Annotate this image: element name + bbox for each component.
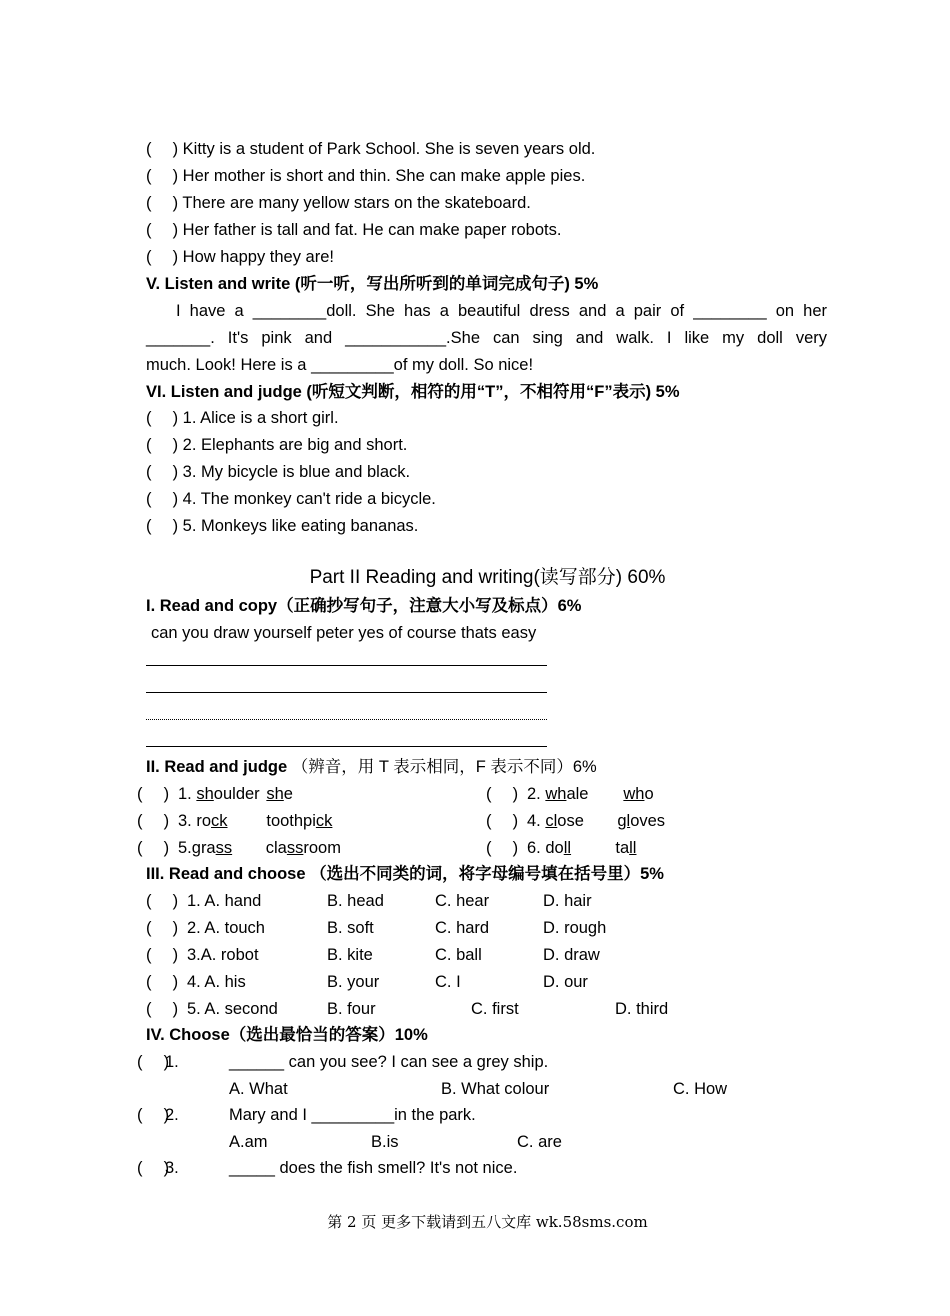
mc-q1: [137, 1052, 548, 1072]
listen-item-3: ( ) There are many yellow stars on the skateboard.: [146, 194, 531, 212]
r4-heading: IV. Choose（选出最恰当的答案）10%: [146, 1026, 428, 1044]
mc-question: _____ does the fish smell? It's not nice.: [229, 1159, 518, 1177]
judge-item-5: [137, 838, 341, 858]
choose-paren[interactable]: ( ): [146, 919, 179, 937]
r1-heading: I. Read and copy（正确抄写句子，注意大小写及标点）6%: [146, 597, 582, 615]
sec5-line-3: much. Look! Here is a _________of my doll. So nice!: [146, 356, 534, 374]
choose-opt-c: C. ball: [435, 946, 482, 964]
choose-opt-b: B. your: [327, 973, 380, 991]
sec6-item-3: ( ) 3. My bicycle is blue and black.: [146, 463, 411, 481]
sec6-item-4: ( ) 4. The monkey can't ride a bicycle.: [146, 490, 436, 508]
choose-paren[interactable]: ( ): [146, 973, 179, 991]
choose-opt-c: C. I: [435, 973, 461, 991]
judge-num: 1.: [178, 785, 197, 803]
sec6-heading: VI. Listen and judge (听短文判断，相符的用“T”，不相符用“F”表示) 5%: [146, 383, 680, 401]
r3-heading: III. Read and choose （选出不同类的词，将字母编号填在括号里）5%: [146, 865, 664, 883]
choose-opt-a: 4. A. his: [187, 973, 246, 991]
choose-opt-a: 5. A. second: [187, 1000, 278, 1018]
page-footer: 第 2 页 更多下载请到五八文库 wk.58sms.com: [327, 1213, 648, 1231]
mc-paren[interactable]: ( ): [137, 1159, 170, 1177]
mc-q2-options: [229, 1132, 562, 1152]
choose-opt-a: 2. A. touch: [187, 919, 265, 937]
mc-num: 3.: [165, 1159, 179, 1177]
choose-paren[interactable]: ( ): [146, 892, 179, 910]
part2-title: Part II Reading and writing(读写部分) 60%: [309, 567, 666, 588]
choose-row-3: [146, 945, 600, 965]
sec6-item-5: ( ) 5. Monkeys like eating bananas.: [146, 517, 419, 535]
listen-item-5: ( ) How happy they are!: [146, 248, 334, 266]
choose-opt-c: C. hear: [435, 892, 490, 910]
mc-opt-b[interactable]: B. What colour: [441, 1080, 550, 1098]
choose-opt-d: D. rough: [543, 919, 607, 937]
judge-word-b: classroom: [265, 839, 341, 857]
judge-paren[interactable]: ( ): [486, 785, 519, 803]
choose-opt-d: D. draw: [543, 946, 600, 964]
sec5-line-2: _______. It's pink and ___________.She can sing and walk. I like my doll very: [146, 329, 827, 347]
choose-opt-a: 1. A. hand: [187, 892, 262, 910]
judge-word-a: grass: [191, 839, 233, 857]
judge-num: 5.: [178, 839, 192, 857]
judge-paren[interactable]: ( ): [137, 839, 170, 857]
mc-opt-a[interactable]: A.am: [229, 1133, 268, 1151]
judge-word-a: doll: [545, 839, 572, 857]
judge-paren[interactable]: ( ): [486, 812, 519, 830]
listen-item-2: ( ) Her mother is short and thin. She can make apple pies.: [146, 167, 586, 185]
mc-opt-a[interactable]: A. What: [229, 1080, 288, 1098]
r1-sentence: can you draw yourself peter yes of course thats easy: [151, 624, 537, 642]
judge-word-b: toothpick: [266, 812, 333, 830]
choose-opt-b: B. kite: [327, 946, 373, 964]
mc-paren[interactable]: ( ): [137, 1053, 170, 1071]
judge-word-b: gloves: [617, 812, 666, 830]
copy-line-4[interactable]: [146, 746, 547, 747]
mc-opt-b[interactable]: B.is: [371, 1133, 399, 1151]
choose-opt-b: B. head: [327, 892, 384, 910]
judge-item-1: [137, 784, 293, 804]
mc-num: 1.: [165, 1053, 179, 1071]
judge-word-a: whale: [545, 785, 589, 803]
judge-num: 4.: [527, 812, 546, 830]
choose-opt-d: D. third: [615, 1000, 669, 1018]
sec6-item-2: ( ) 2. Elephants are big and short.: [146, 436, 408, 454]
judge-word-b: she: [266, 785, 293, 803]
choose-opt-c: C. hard: [435, 919, 490, 937]
mc-paren[interactable]: ( ): [137, 1106, 170, 1124]
r2-heading-bold: II. Read and judge: [146, 758, 288, 776]
judge-num: 3.: [178, 812, 197, 830]
judge-word-a: shoulder: [196, 785, 260, 803]
mc-question: Mary and I _________in the park.: [229, 1106, 476, 1124]
choose-opt-c: C. first: [471, 1000, 519, 1018]
choose-opt-b: B. four: [327, 1000, 376, 1018]
choose-row-5: [146, 999, 668, 1019]
judge-word-b: tall: [615, 839, 637, 857]
judge-paren[interactable]: ( ): [137, 812, 170, 830]
judge-num: 2.: [527, 785, 546, 803]
mc-opt-c[interactable]: C. How: [673, 1080, 728, 1098]
judge-item-2: [486, 784, 654, 804]
judge-paren[interactable]: ( ): [486, 839, 519, 857]
listen-item-1: ( ) Kitty is a student of Park School. She is seven years old.: [146, 140, 596, 158]
choose-row-2: [146, 918, 606, 938]
choose-paren[interactable]: ( ): [146, 1000, 179, 1018]
mc-opt-c[interactable]: C. are: [517, 1133, 562, 1151]
judge-item-6: [486, 838, 636, 858]
choose-row-1: [146, 891, 592, 911]
sec5-heading: V. Listen and write (听一听，写出所听到的单词完成句子) 5%: [146, 275, 599, 293]
choose-paren[interactable]: ( ): [146, 946, 179, 964]
r2-heading-rest: （辨音，用 T 表示相同，F 表示不同）6%: [287, 758, 597, 776]
judge-paren[interactable]: ( ): [137, 785, 170, 803]
sec5-line-1: I have a ________doll. She has a beautiful dress and a pair of ________ on her: [176, 302, 827, 320]
mc-question: ______ can you see? I can see a grey ship.: [229, 1053, 549, 1071]
mc-num: 2.: [165, 1106, 179, 1124]
mc-q3: [137, 1158, 517, 1178]
mc-q1-options: [229, 1079, 727, 1099]
judge-word-a: close: [545, 812, 584, 830]
judge-word-b: who: [623, 785, 654, 803]
choose-opt-b: B. soft: [327, 919, 374, 937]
judge-item-4: [486, 811, 665, 831]
choose-opt-d: D. hair: [543, 892, 592, 910]
choose-opt-a: 3.A. robot: [187, 946, 259, 964]
listen-item-4: ( ) Her father is tall and fat. He can make paper robots.: [146, 221, 562, 239]
copy-line-3[interactable]: [146, 719, 547, 720]
sec6-item-1: ( ) 1. Alice is a short girl.: [146, 409, 339, 427]
copy-line-1[interactable]: [146, 665, 547, 666]
judge-item-3: [137, 811, 332, 831]
choose-row-4: [146, 972, 588, 992]
judge-num: 6.: [527, 839, 546, 857]
r2-heading: [146, 757, 597, 777]
choose-opt-d: D. our: [543, 973, 588, 991]
mc-q2: [137, 1105, 476, 1125]
judge-word-a: rock: [196, 812, 228, 830]
copy-line-2[interactable]: [146, 692, 547, 693]
